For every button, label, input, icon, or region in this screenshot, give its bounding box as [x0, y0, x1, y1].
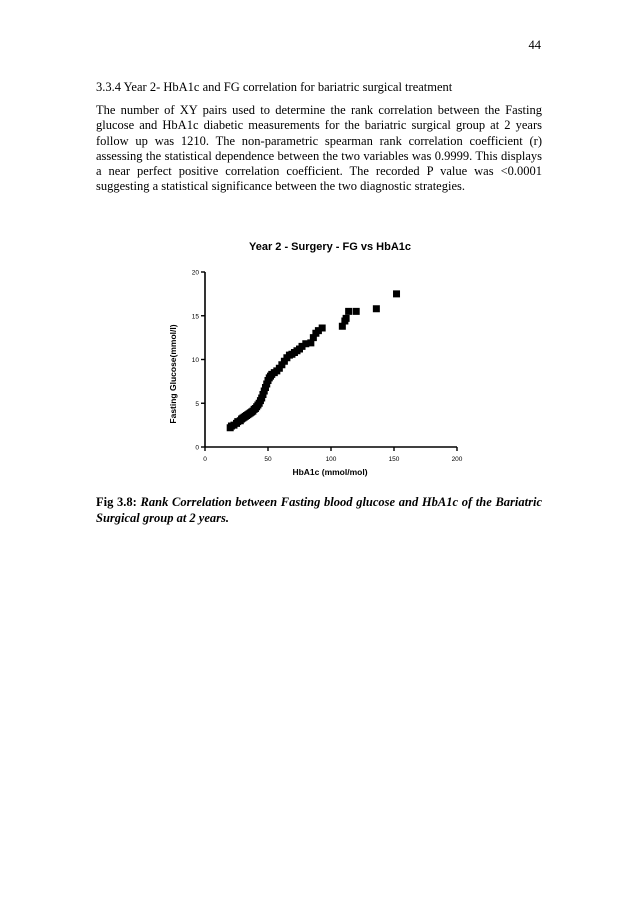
chart-title: Year 2 - Surgery - FG vs HbA1c: [248, 241, 412, 253]
x-tick-label: 50: [264, 456, 272, 463]
page-number: 44: [528, 38, 541, 52]
plot-area: [192, 270, 463, 464]
figure-label: Fig 3.8:: [96, 495, 137, 509]
section-heading: 3.3.4 Year 2- HbA1c and FG correlation for bariatric surgical treatment: [96, 80, 453, 94]
y-tick-label: 0: [195, 444, 199, 452]
x-tick-label: 0: [203, 456, 207, 463]
y-tick-label: 10: [191, 357, 199, 364]
figure-caption: [96, 495, 542, 526]
y-axis-label: Fasting Glucose(mmol/l): [168, 324, 178, 424]
figure-caption-text: Rank Correlation between Fasting blood glucose and HbA1c of the Bariatric Surgical group at 2 years.: [96, 495, 542, 525]
data-point: [393, 290, 400, 297]
x-tick-label: 100: [325, 456, 337, 463]
data-point: [373, 305, 380, 312]
scatter-chart: [150, 232, 490, 482]
data-point: [319, 325, 326, 332]
y-tick-label: 20: [191, 269, 199, 277]
data-point: [353, 308, 360, 315]
body-paragraph: The number of XY pairs used to determine the rank correlation between the Fasting glucose and HbA1c diabetic measurements for the bariatric surgical group at 2 years follow up was 1210. The non-parametric spearman rank correlation coefficient (r) assessing the statistical dependence between the two variables was 0.9999. This displays a near perfect positive correlation coefficient. The recorded P value was <0.0001 suggesting a statistical significance between the two diagnostic strategies.: [96, 103, 542, 194]
x-axis-label: HbA1c (mmol/mol): [292, 467, 368, 477]
data-point: [345, 308, 352, 315]
x-tick-label: 200: [451, 456, 463, 463]
y-tick-label: 15: [191, 313, 199, 321]
y-tick-label: 5: [195, 400, 199, 408]
data-point: [343, 315, 350, 322]
x-tick-label: 150: [388, 456, 400, 463]
